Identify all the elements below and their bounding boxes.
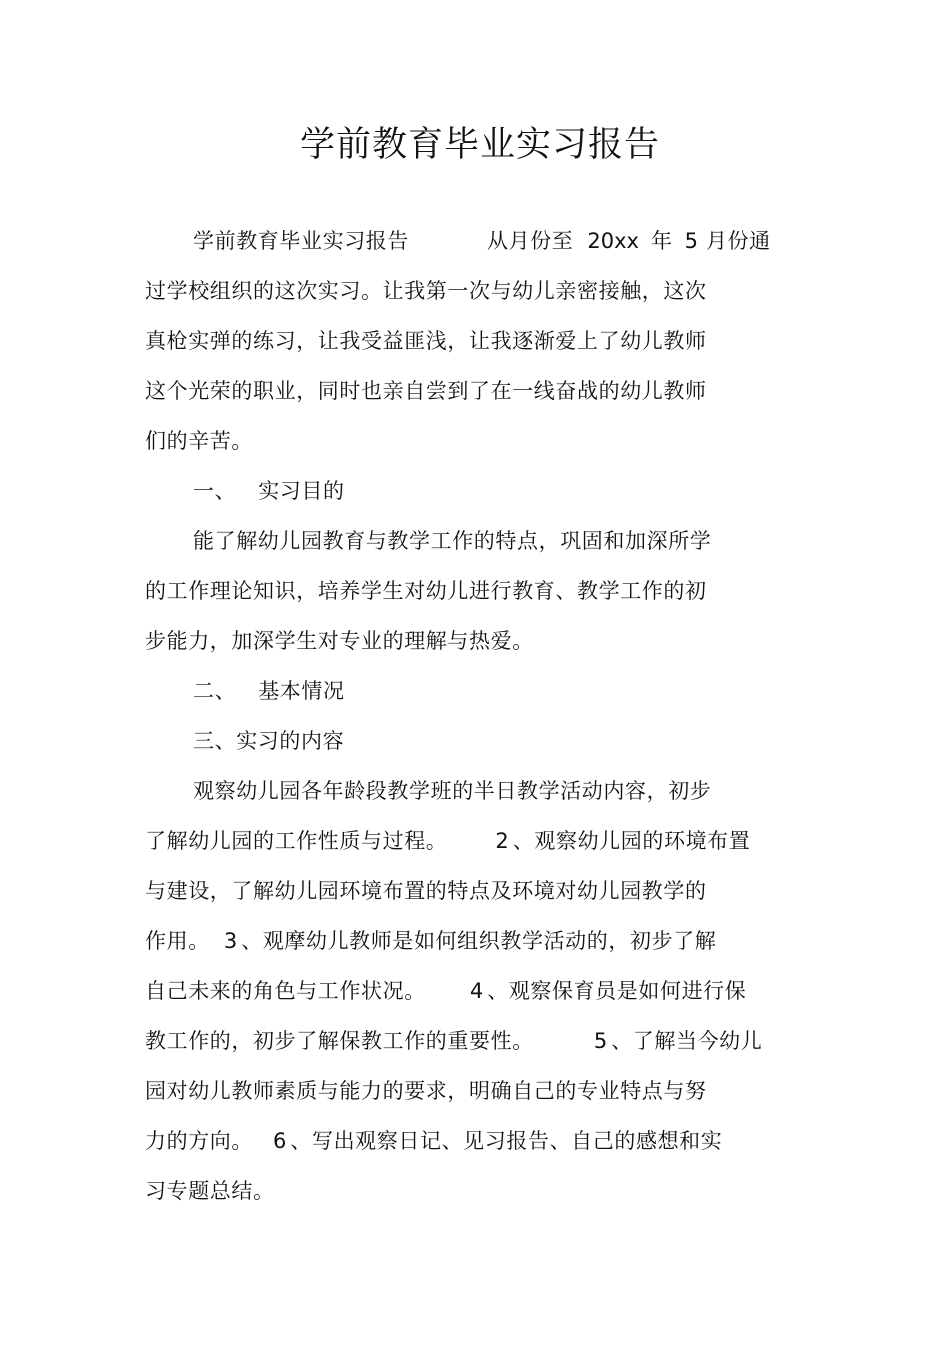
section-1-heading — [193, 473, 345, 509]
section-3-line-1: 观察幼儿园各年龄段教学班的半日教学活动内容，初步 — [193, 779, 712, 803]
body-text: 自己未来的角色与工作状况。 — [145, 979, 426, 1003]
intro-year: 20xx — [587, 229, 639, 253]
section-2-heading — [193, 673, 345, 709]
body-text: 作用。 — [145, 929, 210, 953]
section-3-line-6 — [145, 1023, 762, 1059]
section-number: 一、 — [193, 479, 237, 503]
item-number: 3 — [223, 929, 238, 953]
item-number: 6 — [273, 1129, 287, 1153]
section-3-line-8 — [145, 1123, 722, 1159]
intro-line-5: 们的辛苦。 — [145, 429, 253, 453]
intro-line-2: 过学校组织的这次实习。让我第一次与幼儿亲密接触，这次 — [145, 279, 707, 303]
intro-text: 月份通 — [705, 229, 771, 253]
intro-line-4: 这个光荣的职业，同时也亲自尝到了在一线奋战的幼儿教师 — [145, 379, 707, 403]
section-heading-text: 实习目的 — [258, 479, 345, 503]
section-1-line-1: 能了解幼儿园教育与教学工作的特点，巩固和加深所学 — [193, 529, 712, 553]
intro-text: 学前教育毕业实习报告 — [193, 229, 409, 253]
body-text: 、了解当今幼儿 — [611, 1029, 763, 1053]
section-1-line-2: 的工作理论知识，培养学生对幼儿进行教育、教学工作的初 — [145, 579, 707, 603]
document-title: 学前教育毕业实习报告 — [299, 125, 660, 165]
body-text: 力的方向。 — [145, 1129, 253, 1153]
section-3-line-5 — [145, 973, 746, 1009]
body-text: 教工作的，初步了解保教工作的重要性。 — [145, 1029, 534, 1053]
section-3-line-2 — [145, 823, 750, 859]
intro-text: 年 — [650, 229, 673, 253]
body-text: 、写出观察日记、见习报告、自己的感想和实 — [290, 1129, 723, 1153]
section-3-line-9: 习专题总结。 — [145, 1179, 275, 1203]
item-number: 4 — [469, 979, 484, 1003]
body-text: 、观摩幼儿教师是如何组织教学活动的，初步了解 — [241, 929, 717, 953]
section-number: 二、 — [193, 679, 237, 703]
intro-month: 5 — [684, 229, 698, 253]
body-text: 、观察幼儿园的环境布置 — [512, 829, 751, 853]
section-3-line-3: 与建设，了解幼儿园环境布置的特点及环境对幼儿园教学的 — [145, 879, 707, 903]
item-number: 5 — [593, 1029, 608, 1053]
section-3-line-4 — [145, 923, 716, 959]
body-text: 、观察保育员是如何进行保 — [487, 979, 747, 1003]
section-3-heading: 三、实习的内容 — [193, 729, 345, 753]
body-text: 了解幼儿园的工作性质与过程。 — [145, 829, 448, 853]
intro-line-3: 真枪实弹的练习，让我受益匪浅，让我逐渐爱上了幼儿教师 — [145, 329, 707, 353]
section-1-line-3: 步能力，加深学生对专业的理解与热爱。 — [145, 629, 534, 653]
section-3-line-7: 园对幼儿教师素质与能力的要求，明确自己的专业特点与努 — [145, 1079, 707, 1103]
item-number: 2 — [495, 829, 509, 853]
intro-line-1 — [193, 223, 771, 259]
section-heading-text: 基本情况 — [258, 679, 345, 703]
intro-text: 从月份至 — [487, 229, 574, 253]
